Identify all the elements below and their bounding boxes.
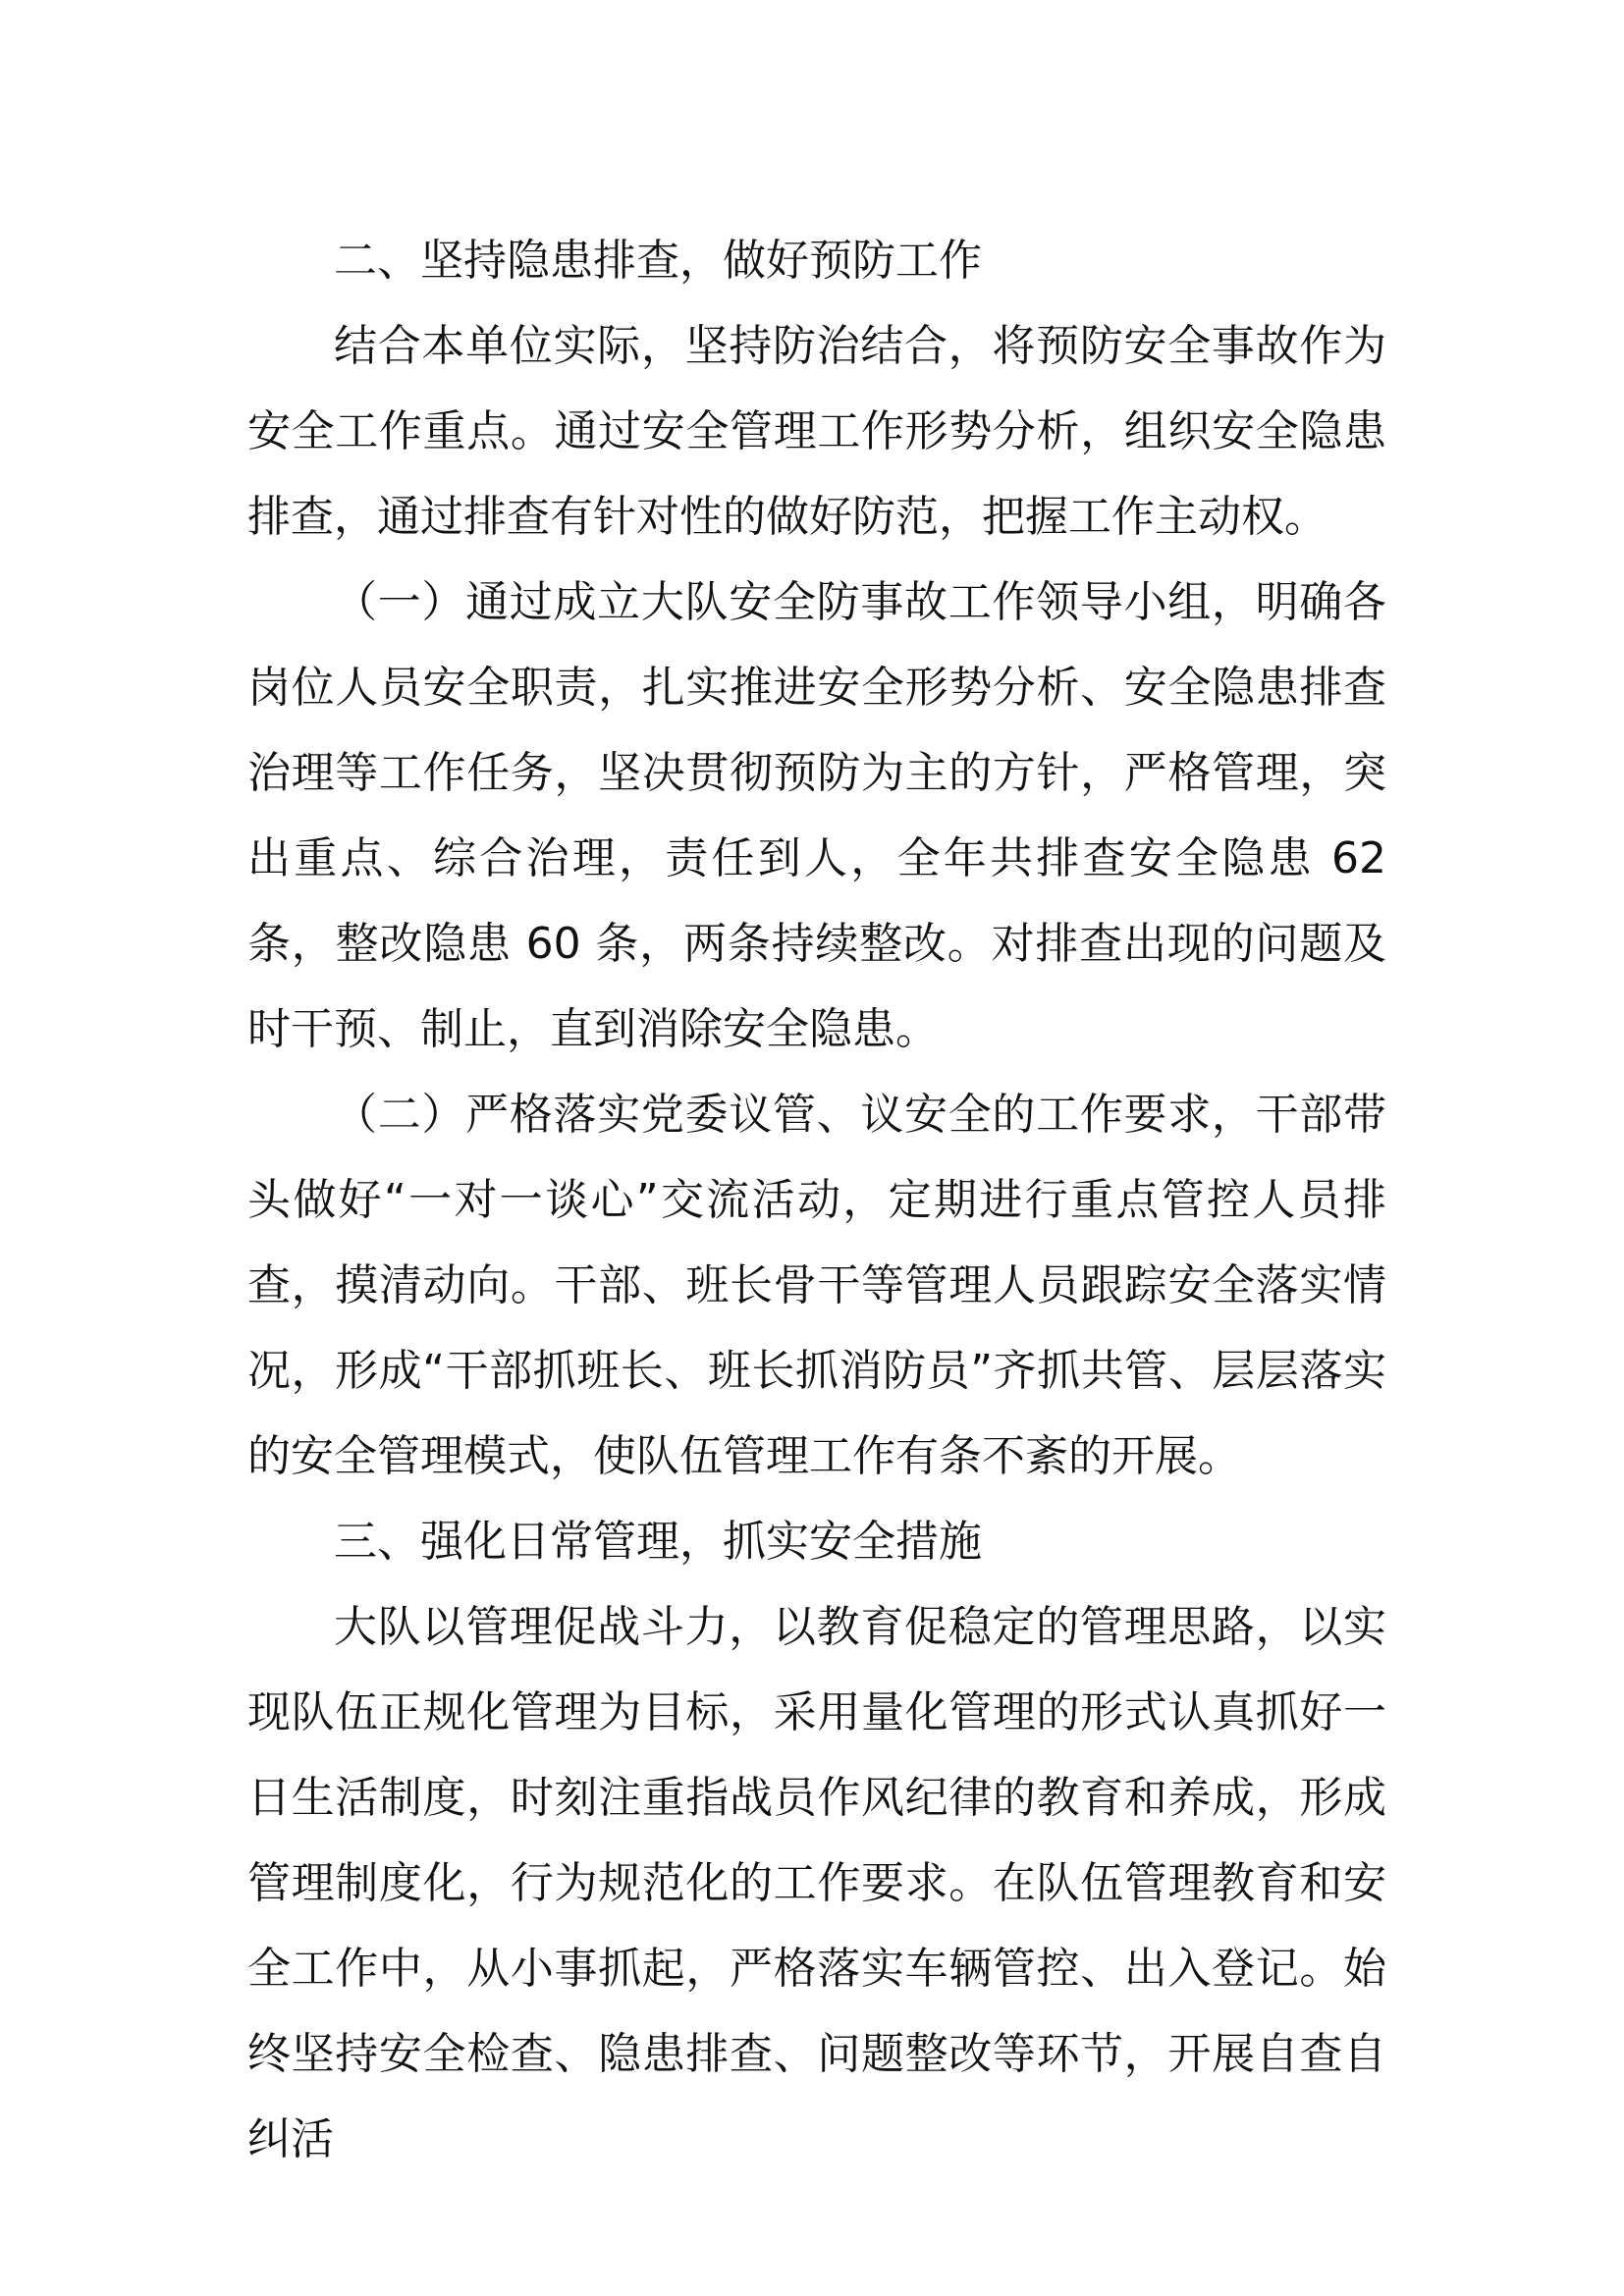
paragraph-intro: 结合本单位实际，坚持防治结合，将预防安全事故作为安全工作重点。通过安全管理工作形势分析，组织安全隐患排查，通过排查有针对性的做好防范，把握工作主动权。 [247, 321, 1386, 542]
paragraph-item-1: （一）通过成立大队安全防事故工作领导小组，明确各岗位人员安全职责，扎实推进安全形势分析、安全隐患排查治理等工作任务，坚决贯彻预防为主的方针，严格管理，突出重点、综合治理，责任到人，全年共排查安全隐患 62 条，整改隐患 60 条，两条持续整改。对排查出现的问题及时干预、制止，直到消除安全隐患。 [247, 577, 1386, 1054]
section-heading-3: 三、强化日常管理，抓实安全措施 [334, 1517, 982, 1567]
section-heading-2: 二、坚持隐患排查，做好预防工作 [334, 236, 982, 286]
document-body [247, 218, 1386, 2182]
paragraph-item-2: （二）严格落实党委议管、议安全的工作要求，干部带头做好“一对一谈心”交流活动，定期进行重点管控人员排查，摸清动向。干部、班长骨干等管理人员跟踪安全落实情况，形成“干部抓班长、班长抓消防员”齐抓共管、层层落实的安全管理模式，使队伍管理工作有条不紊的开展。 [247, 1090, 1386, 1481]
paragraph-management: 大队以管理促战斗力，以教育促稳定的管理思路，以实现队伍正规化管理为目标，采用量化管理的形式认真抓好一日生活制度，时刻注重指战员作风纪律的教育和养成，形成管理制度化，行为规范化的工作要求。在队伍管理教育和安全工作中，从小事抓起，严格落实车辆管控、出入登记。始终坚持安全检查、隐患排查、问题整改等环节，开展自查自纠活 [247, 1602, 1386, 2164]
